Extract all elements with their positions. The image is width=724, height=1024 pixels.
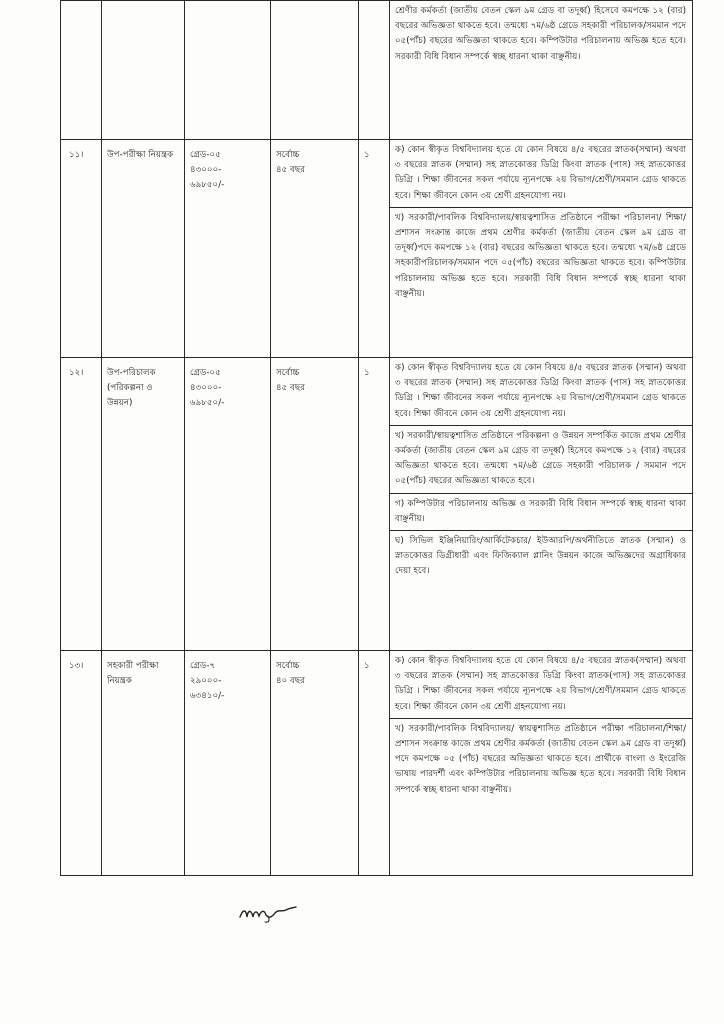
age-limit: ৪৫ বছর	[276, 165, 305, 176]
age-cell	[271, 1, 359, 140]
post-count: ১	[364, 368, 370, 378]
requirement-paragraph: খ) সরকারী/পাবলিক বিশ্ববিদ্যালয়/ স্বায়ত্বশাসিত প্রতিষ্ঠানে পরীক্ষা পরিচালনা/শিক্ষা/ প্রশাসন সংক্রান্ত কাজে প্রথম শ্রেণীর কর্মকর্তা (জাতীয় বেতন স্কেল ৯ম গ্রেড বা তদূর্ধ্ব) পদে কমপক্ষে ০৫ (পাঁচ) বছরের অভিজ্ঞতা থাকতে হবে। প্রার্থীকে বাংলা ও ইংরেজি ভাষায় পারদর্শী এবং কম্পিউটার পরিচালনায় অভিজ্ঞ হতে হবে। সরকারী বিধি বিধান সম্পর্কে স্বচ্ছ ধারনা থাকা বাঞ্ছনীয়।	[390, 718, 692, 801]
grade-label: গ্রেড-০৫	[190, 150, 221, 160]
grade-label: গ্রেড-৭	[190, 661, 216, 671]
table-row	[61, 358, 693, 651]
post-title: উপ-পরিচালক	[107, 368, 156, 378]
table-row	[61, 1, 693, 140]
post-count: ১	[364, 661, 370, 671]
serial-cell	[61, 1, 102, 140]
requirements-cell	[390, 140, 693, 358]
requirements-cell	[390, 651, 693, 876]
age-limit: ৪০ বছর	[276, 676, 305, 687]
pay-scale-end: ৬৯৮৫০/-	[190, 398, 225, 409]
age-limit: ৪৫ বছর	[276, 383, 305, 394]
recruitment-table	[60, 0, 693, 876]
requirement-paragraph: ঘ) সিভিল ইঞ্জিনিয়ারিং/আর্কিটেকচার/ ইউআরপি/অর্থনীতিতে স্নাতক (সম্মান) ও স্নাতকোত্তর ডিগ্রীধারী এবং ফিজিক্যাল প্লানিং উন্নয়ন কাজে অভিজ্ঞদের অগ্রাধিকার দেয়া হবে।	[390, 530, 692, 583]
grade-cell	[185, 651, 271, 876]
post-title: উপ-পরীক্ষা নিয়ন্ত্রক	[107, 150, 174, 160]
pay-scale-start: ৪৩০০০-	[190, 165, 222, 176]
requirements-cell	[390, 358, 693, 651]
pay-scale-end: ৬৯৮৫০/-	[190, 180, 225, 191]
serial-cell	[61, 651, 102, 876]
count-cell	[359, 1, 390, 140]
post-cell	[102, 140, 185, 358]
post-cell	[102, 651, 185, 876]
table-row	[61, 140, 693, 358]
age-label: সর্বোচ্চ	[276, 368, 300, 378]
grade-cell	[185, 140, 271, 358]
post-title: সহকারী পরীক্ষা নিয়ন্ত্রক	[107, 661, 159, 687]
age-label: সর্বোচ্চ	[276, 661, 300, 671]
grade-cell	[185, 358, 271, 651]
age-cell	[271, 651, 359, 876]
post-subtitle: (পরিকল্পনা ও উন্নয়ন)	[107, 383, 153, 409]
serial-number: ১৩।	[69, 661, 84, 671]
age-cell	[271, 358, 359, 651]
requirements-cell	[390, 1, 693, 140]
handwritten-signature	[238, 902, 298, 924]
age-cell	[271, 140, 359, 358]
post-count: ১	[364, 150, 370, 160]
requirement-paragraph: খ) সরকারী/পাবলিক বিশ্ববিদ্যালয়/স্বায়ত্বশাসিত প্রতিষ্ঠানে পরীক্ষা পরিচালনা/ শিক্ষা/ প্রশাসন সংক্রান্ত কাজে প্রথম শ্রেণীর কর্মকর্তা (জাতীয় বেতন স্কেল ৯ম গ্রেড বা তদূর্ধ্ব)পদে কমপক্ষে ১২ (বার) বছরের অভিজ্ঞতা থাকতে হবে। তন্মধ্যে ৭ম/৬ষ্ঠ গ্রেডে সহকারীপরিচালক/সমমান পদে ০৫(পাঁচ) বছরের অভিজ্ঞতা থাকতে হবে। কম্পিউটার পরিচালনায় অভিজ্ঞ হতে হবে। সরকারী বিধি বিধান সম্পর্কে স্বচ্ছ ধারনা থাকা বাঞ্ছনীয়।	[390, 207, 692, 305]
pay-scale-end: ৬৩৪১০/-	[190, 691, 225, 702]
serial-number: ১২।	[69, 368, 84, 378]
serial-cell	[61, 140, 102, 358]
requirement-paragraph: শ্রেণীর কর্মকর্তা (জাতীয় বেতন স্কেল ৯ম গ্রেড বা তদূর্ধ্ব) হিসেবে কমপক্ষে ১২ (বার) বছরের অভিজ্ঞতা থাকতে হবে। তন্মধ্যে ৭ম/৬ষ্ঠ গ্রেডে সহকারী পরিচালক/সমমান পদে ০৫(পাঁচ) বছরের অভিজ্ঞতা থাকতে হবে। কম্পিউটার পরিচালনায় অভিজ্ঞ হতে হবে। সরকারী বিধি বিধান সম্পর্কে স্বচ্ছ ধারনা থাকা বাঞ্ছনীয়।	[395, 6, 686, 62]
table-row	[61, 651, 693, 876]
count-cell	[359, 140, 390, 358]
serial-number: ১১।	[69, 150, 84, 160]
requirement-paragraph: ক) কোন স্বীকৃত বিশ্ববিদ্যালয় হতে যে কোন বিষয়ে ৪/৫ বছরের স্নাতক(সম্মান) অথবা ৩ বছরের স্নাতক (সম্মান) সহ স্নাতকোত্তর ডিগ্রি কিংবা স্নাতক(পাস) সহ স্নাতকোত্তর ডিগ্রি । শিক্ষা জীবনের সকল পর্যায়ে ন্যূনপক্ষে ২য় বিভাগ/শ্রেণী/সমমান গ্রেড থাকতে হবে। শিক্ষা জীবনে কোন ৩য় শ্রেণী গ্রহনযোগ্য নয়।	[395, 656, 686, 712]
grade-cell	[185, 1, 271, 140]
count-cell	[359, 651, 390, 876]
post-cell	[102, 1, 185, 140]
serial-cell	[61, 358, 102, 651]
requirement-paragraph: গ) কম্পিউটার পরিচালনায় অভিজ্ঞ ও সরকারী বিধি বিধান সম্পর্কে স্বচ্ছ ধারনা থাকা বাঞ্ছনীয়।	[390, 493, 692, 530]
requirement-paragraph: খ) সরকারী/স্বায়ত্বশাসিত প্রতিষ্ঠানে পরিকল্পনা ও উন্নয়ন সম্পর্কিত কাজে প্রথম শ্রেণীর কর্মকর্তা (জাতীয় বেতন স্কেল ৯ম গ্রেড বা তদূর্ধ্ব) হিসেবে কমপক্ষে ১২ (বার) বছরের অভিজ্ঞতা থাকতে হবে। তন্মধ্যে ৭ম/৬ষ্ঠ গ্রেডে সহকারী পরিচালক / সমমান পদে ০৫(পাঁচ) বছরের অভিজ্ঞতা থাকতে হবে।	[390, 425, 692, 493]
requirement-paragraph: ক) কোন স্বীকৃত বিশ্ববিদ্যালয় হতে যে কোন বিষয়ে ৪/৫ বছরের স্নাতক(সম্মান) অথবা ৩ বছরের স্নাতক (সম্মান) সহ স্নাতকোত্তর ডিগ্রি কিংবা স্নাতক (পাস) সহ স্নাতকোত্তর ডিগ্রি । শিক্ষা জীবনের সকল পর্যায়ে ন্যূনপক্ষে ২য় বিভাগ/শ্রেণী/সমমান গ্রেড থাকতে হবে। শিক্ষা জীবনে কোন ৩য় শ্রেণী গ্রহনযোগ্য নয়।	[395, 145, 686, 201]
post-cell	[102, 358, 185, 651]
pay-scale-start: ২৯০০০-	[190, 676, 222, 687]
age-label: সর্বোচ্চ	[276, 150, 300, 160]
requirement-paragraph: ক) কোন স্বীকৃত বিশ্ববিদ্যালয় হতে যে কোন বিষয়ে ৪/৫ বছরের স্নাতক (সম্মান) অথবা ৩ বছরের স্নাতক (সম্মান) সহ স্নাতকোত্তর ডিগ্রি কিংবা স্নাতক (পাস) সহ স্নাতকোত্তর ডিগ্রি । শিক্ষা জীবনের সকল পর্যায়ে ন্যূনপক্ষে ২য় বিভাগ/শ্রেণী/সমমান গ্রেড থাকতে হবে। শিক্ষা জীবনে কোন ৩য় শ্রেণী গ্রহনযোগ্য নয়।	[395, 363, 686, 419]
count-cell	[359, 358, 390, 651]
grade-label: গ্রেড-০৫	[190, 368, 221, 378]
pay-scale-start: ৪৩০০০-	[190, 383, 222, 394]
